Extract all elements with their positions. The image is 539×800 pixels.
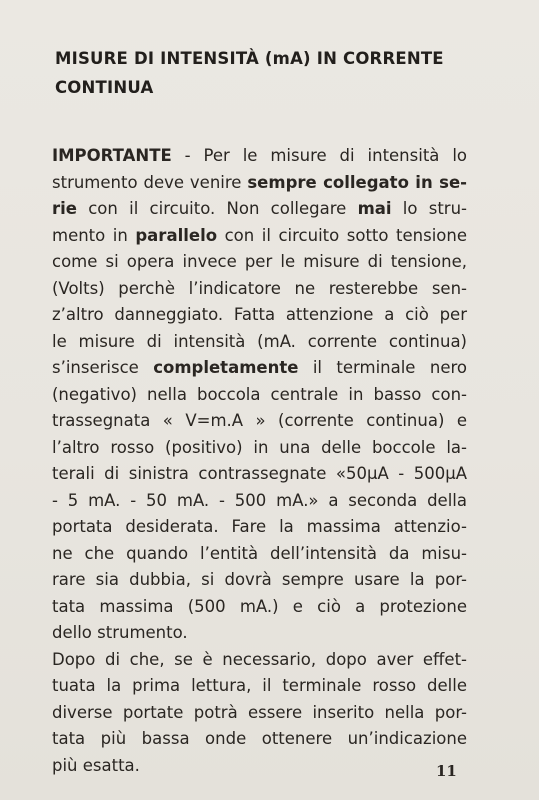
text-line: [52, 355, 467, 382]
text-line: l’altro rosso (positivo) in una delle boccole la-: [52, 437, 467, 457]
text-run: s’inserisce: [52, 358, 154, 377]
text-line: più esatta.: [52, 755, 140, 775]
text-line: - 5 mA. - 50 mA. - 500 mA.» a seconda della: [52, 490, 467, 510]
bold-run: mai: [357, 199, 392, 218]
bold-run: completamente: [153, 358, 299, 377]
text-line: [52, 143, 467, 170]
text-line: dello strumento.: [52, 623, 188, 642]
text-line: le misure di intensità (mA. corrente continua): [52, 331, 467, 351]
text-line: Dopo di che, se è necessario, dopo aver effet-: [52, 649, 467, 669]
text-run: lo stru-: [391, 199, 467, 218]
text-line: tata massima (500 mA.) e ciò a protezione: [52, 596, 467, 616]
text-run: con il circuito. Non collegare: [76, 199, 358, 218]
text-run: strumento deve venire: [52, 172, 248, 192]
text-run: mento in: [52, 225, 136, 245]
text-line: [52, 196, 467, 223]
text-run: con il circuito sotto tensione: [217, 225, 467, 245]
text-line: trassegnata « V=m.A » (corrente continua) e: [52, 411, 467, 430]
text-line: [52, 170, 467, 197]
page-number: 11: [436, 762, 457, 780]
text-line: ne che quando l’entità dell’intensità da misu-: [52, 543, 467, 563]
text-line: diverse portate potrà essere inserito nella por-: [52, 702, 467, 722]
text-line: (Volts) perchè l’indicatore ne resterebbe sen-: [52, 278, 467, 298]
text-line: tata più bassa onde ottenere un’indicazione: [52, 729, 467, 748]
section-title: [55, 44, 495, 102]
text-run: il terminale nero: [298, 358, 467, 377]
text-line: [52, 223, 467, 250]
text-line: z’altro danneggiato. Fatta attenzione a ciò per: [52, 305, 467, 324]
text-run: - Per le misure di intensità lo: [171, 146, 467, 165]
text-line: terali di sinistra contrassegnate «50μA - 500μA: [52, 464, 467, 483]
bold-run: rie: [52, 199, 77, 218]
text-line: come si opera invece per le misure di tensione,: [52, 252, 467, 271]
section-title-line-2: CONTINUA: [55, 78, 154, 97]
important-label: IMPORTANTE: [52, 146, 172, 165]
text-line: tuata la prima lettura, il terminale rosso delle: [52, 676, 467, 695]
body-paragraphs: [52, 143, 467, 779]
bold-run: parallelo: [135, 225, 218, 245]
section-title-line-1: MISURE DI INTENSITÀ (mA) IN CORRENTE: [55, 49, 444, 68]
text-line: portata desiderata. Fare la massima attenzio-: [52, 517, 467, 536]
bold-run: sempre collegato in se-: [247, 172, 467, 192]
text-line: (negativo) nella boccola centrale in basso con-: [52, 384, 467, 404]
text-line: rare sia dubbia, si dovrà sempre usare la por-: [52, 570, 467, 589]
